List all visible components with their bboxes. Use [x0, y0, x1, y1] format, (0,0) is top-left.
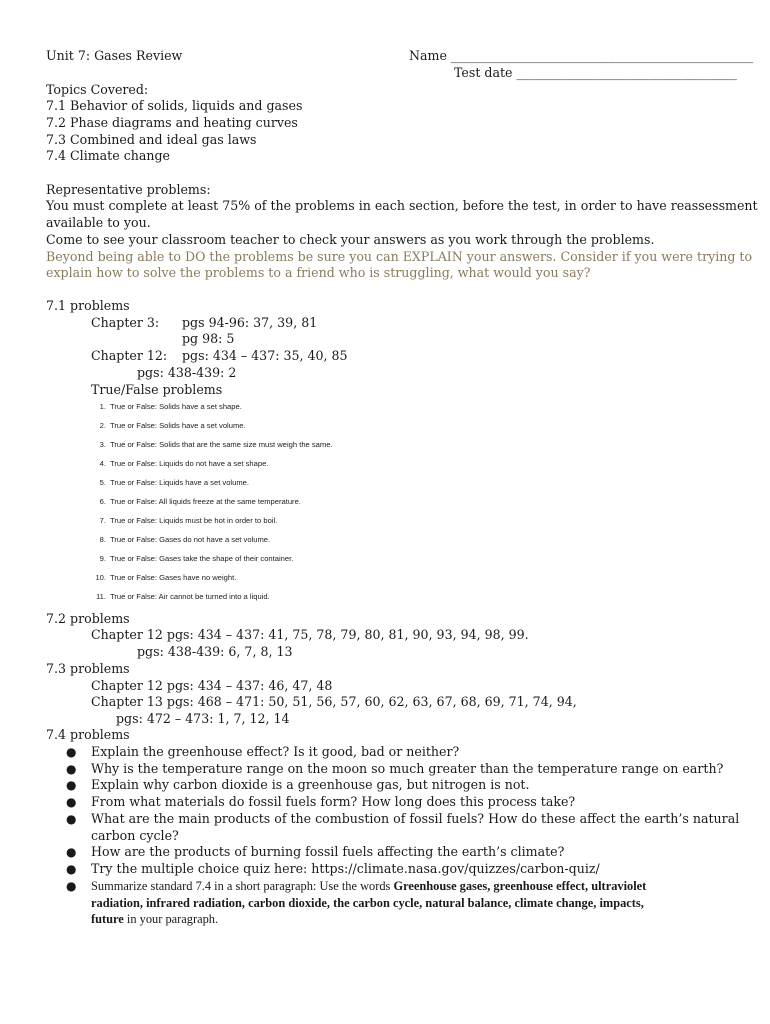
bullet-icon: ● — [66, 778, 77, 792]
summary-prefix: Summarize standard 7.4 in a short paragraph: Use the words — [91, 879, 394, 893]
summary-item-continued — [91, 895, 644, 912]
bullet-icon: ● — [66, 862, 77, 876]
summary-keywords: radiation, infrared radiation, carbon dioxide, the carbon cycle, natural balance, climate change, impacts, — [91, 896, 644, 910]
requirement-text: available to you. — [46, 215, 151, 230]
true-false-item: 11. True or False: Air cannot be turned into a liquid. — [96, 592, 270, 601]
true-false-heading: True/False problems — [91, 382, 223, 397]
true-false-item: 6. True or False: All liquids freeze at the same temperature. — [99, 497, 301, 506]
summary-item-continued — [91, 911, 218, 928]
true-false-item: 7. True or False: Liquids must be hot in order to boil. — [99, 516, 278, 525]
chapter-label: Chapter 3: — [91, 315, 160, 330]
instruction-text: Come to see your classroom teacher to check your answers as you work through the problems. — [46, 232, 655, 247]
section-heading-7-3: 7.3 problems — [46, 661, 130, 676]
question-item: From what materials do fossil fuels form? How long does this process take? — [91, 794, 576, 809]
explain-note: Beyond being able to DO the problems be sure you can EXPLAIN your answers. Consider if you were trying to — [46, 249, 753, 264]
true-false-item: 9. True or False: Gases take the shape of their container. — [99, 554, 294, 563]
section-heading-7-2: 7.2 problems — [46, 611, 130, 626]
page-range: pgs: 434 – 437: 35, 40, 85 — [182, 348, 348, 363]
summary-suffix: in your paragraph. — [123, 912, 219, 926]
page-range: pg 98: 5 — [182, 331, 235, 346]
bullet-icon: ● — [66, 762, 77, 776]
page-range: pgs: 438-439: 2 — [137, 365, 237, 380]
page-range: Chapter 12 pgs: 434 – 437: 41, 75, 78, 79, 80, 81, 90, 93, 94, 98, 99. — [91, 627, 529, 642]
bullet-icon: ● — [66, 879, 77, 893]
topics-heading: Topics Covered: — [46, 82, 149, 97]
section-heading-7-4: 7.4 problems — [46, 727, 130, 742]
quiz-link-item: Try the multiple choice quiz here: https://climate.nasa.gov/quizzes/carbon-quiz/ — [91, 861, 600, 876]
requirement-text: You must complete at least 75% of the problems in each section, before the test, in order to have reassessment — [46, 198, 758, 213]
question-item: Why is the temperature range on the moon so much greater than the temperature range on earth? — [91, 761, 724, 776]
summary-keywords: Greenhouse gases, greenhouse effect, ultraviolet — [393, 879, 647, 893]
true-false-item: 10. True or False: Gases have no weight. — [95, 573, 237, 582]
true-false-item: 3. True or False: Solids that are the same size must weigh the same. — [99, 440, 333, 449]
question-item: What are the main products of the combustion of fossil fuels? How do these affect the earth’s natural — [91, 811, 740, 826]
summary-item — [91, 878, 646, 895]
true-false-item: 8. True or False: Gases do not have a set volume. — [99, 535, 271, 544]
bullet-icon: ● — [66, 745, 77, 759]
name-field-label: Name ________________________________________________ — [409, 48, 754, 63]
true-false-item: 1. True or False: Solids have a set shape. — [99, 402, 242, 411]
bullet-icon: ● — [66, 845, 77, 859]
topic-item: 7.3 Combined and ideal gas laws — [46, 132, 257, 147]
bullet-icon: ● — [66, 795, 77, 809]
page-range: Chapter 12 pgs: 434 – 437: 46, 47, 48 — [91, 678, 333, 693]
question-item-continued: carbon cycle? — [91, 828, 179, 843]
bullet-icon: ● — [66, 812, 77, 826]
summary-keywords: future — [91, 912, 124, 926]
page-range: pgs: 438-439: 6, 7, 8, 13 — [137, 644, 293, 659]
representative-heading: Representative problems: — [46, 182, 211, 197]
explain-note: explain how to solve the problems to a friend who is struggling, what would you say? — [46, 265, 591, 280]
topic-item: 7.4 Climate change — [46, 148, 170, 163]
true-false-item: 2. True or False: Solids have a set volume. — [99, 421, 246, 430]
page-range: Chapter 13 pgs: 468 – 471: 50, 51, 56, 57, 60, 62, 63, 67, 68, 69, 71, 74, 94, — [91, 694, 577, 709]
question-item: Explain the greenhouse effect? Is it good, bad or neither? — [91, 744, 460, 759]
topic-item: 7.1 Behavior of solids, liquids and gases — [46, 98, 303, 113]
chapter-label: Chapter 12: — [91, 348, 168, 363]
document-title: Unit 7: Gases Review — [46, 48, 183, 63]
true-false-item: 4. True or False: Liquids do not have a set shape. — [99, 459, 269, 468]
question-item: How are the products of burning fossil fuels affecting the earth’s climate? — [91, 844, 565, 859]
section-heading-7-1: 7.1 problems — [46, 298, 130, 313]
true-false-item: 5. True or False: Liquids have a set volume. — [99, 478, 250, 487]
test-date-field-label: Test date ___________________________________ — [454, 65, 737, 80]
topic-item: 7.2 Phase diagrams and heating curves — [46, 115, 298, 130]
page-range: pgs: 472 – 473: 1, 7, 12, 14 — [116, 711, 290, 726]
page-range: pgs 94-96: 37, 39, 81 — [182, 315, 318, 330]
question-item: Explain why carbon dioxide is a greenhouse gas, but nitrogen is not. — [91, 777, 530, 792]
